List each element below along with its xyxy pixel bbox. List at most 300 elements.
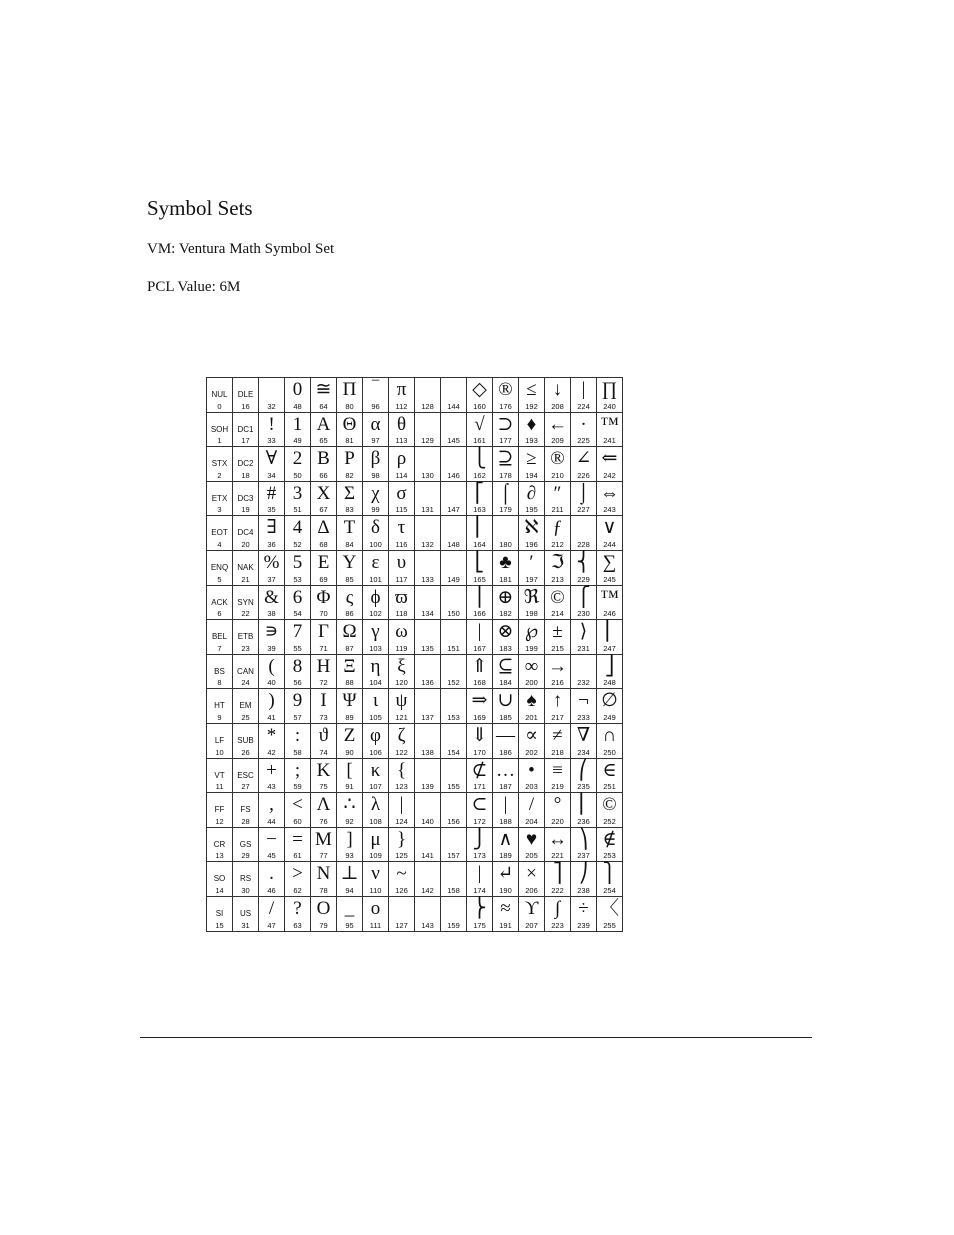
symbol-cell	[207, 620, 233, 655]
symbol-cell	[233, 793, 259, 828]
character-code: 132	[421, 539, 434, 549]
symbol-cell	[467, 896, 493, 931]
character-code: 214	[551, 609, 564, 619]
symbol-glyph: ρ	[396, 448, 407, 470]
symbol-cell	[519, 758, 545, 793]
character-code: 146	[447, 470, 460, 480]
symbol-cell	[545, 827, 571, 862]
symbol-glyph: Ψ	[342, 690, 357, 712]
symbol-glyph: ℘	[524, 621, 539, 643]
character-code: 163	[473, 505, 486, 515]
control-code-label: DC1	[237, 424, 254, 434]
symbol-cell	[467, 689, 493, 724]
table-row	[207, 620, 623, 655]
character-code: 120	[395, 678, 408, 688]
character-code: 131	[421, 505, 434, 515]
symbol-cell	[467, 378, 493, 413]
symbol-cell	[207, 827, 233, 862]
symbol-cell	[207, 793, 233, 828]
symbol-glyph: ⊇	[497, 448, 514, 470]
character-code: 85	[345, 574, 354, 584]
character-code: 222	[551, 885, 564, 895]
symbol-cell	[259, 723, 285, 758]
character-code: 255	[603, 920, 616, 930]
symbol-glyph: ≈	[500, 897, 511, 919]
symbol-cell	[415, 481, 441, 516]
symbol-cell	[493, 481, 519, 516]
symbol-glyph: ⟩	[579, 621, 588, 643]
symbol-cell	[311, 758, 337, 793]
symbol-cell	[493, 550, 519, 585]
character-code: 251	[603, 782, 616, 792]
symbol-glyph: ⎤	[552, 863, 563, 885]
symbol-cell	[363, 378, 389, 413]
character-code: 150	[447, 609, 460, 619]
symbol-cell	[545, 412, 571, 447]
symbol-cell	[467, 827, 493, 862]
symbol-cell	[337, 862, 363, 897]
symbol-glyph: }	[396, 828, 407, 850]
symbol-glyph: ∀	[265, 448, 278, 470]
character-code: 167	[473, 643, 486, 653]
symbol-glyph: ζ	[397, 724, 406, 746]
character-code: 54	[293, 609, 302, 619]
character-code: 80	[345, 401, 354, 411]
character-code: 141	[421, 851, 434, 861]
symbol-cell	[571, 447, 597, 482]
symbol-cell	[519, 654, 545, 689]
control-code-label: EM	[239, 701, 252, 711]
symbol-glyph: Δ	[317, 517, 330, 539]
symbol-glyph: ⊃	[497, 413, 514, 435]
symbol-glyph: 9	[292, 690, 303, 712]
symbol-cell	[259, 378, 285, 413]
control-code-label: CAN	[237, 666, 254, 676]
symbol-cell	[415, 793, 441, 828]
symbol-cell	[285, 827, 311, 862]
character-code: 53	[293, 574, 302, 584]
symbol-glyph: ∑	[602, 551, 617, 573]
symbol-cell	[233, 516, 259, 551]
character-code: 11	[215, 782, 224, 792]
symbol-glyph: Ω	[342, 621, 357, 643]
character-code: 185	[499, 712, 512, 722]
symbol-glyph: ϒ	[524, 897, 539, 919]
control-code-label: HT	[214, 701, 225, 711]
symbol-cell	[545, 620, 571, 655]
character-code: 61	[293, 851, 302, 861]
character-code: 74	[319, 747, 328, 757]
symbol-cell	[207, 481, 233, 516]
symbol-cell	[207, 550, 233, 585]
symbol-glyph: φ	[370, 724, 381, 746]
character-code: 125	[395, 851, 408, 861]
character-code: 40	[267, 678, 276, 688]
symbol-glyph: ™	[600, 413, 619, 435]
character-code: 34	[267, 470, 276, 480]
character-code: 195	[525, 505, 538, 515]
symbol-glyph: ⎬	[472, 897, 487, 919]
symbol-glyph: ÷	[578, 897, 589, 919]
symbol-cell	[519, 585, 545, 620]
symbol-cell	[519, 620, 545, 655]
character-code: 62	[293, 885, 302, 895]
character-code: 198	[525, 609, 538, 619]
symbol-glyph: ℜ	[523, 586, 540, 608]
symbol-glyph: 0	[292, 379, 303, 400]
control-code-label: NAK	[237, 562, 254, 572]
symbol-cell	[207, 447, 233, 482]
table-row	[207, 793, 623, 828]
character-code: 188	[499, 816, 512, 826]
symbol-glyph: ‾	[372, 379, 379, 400]
symbol-cell	[285, 654, 311, 689]
character-code: 45	[267, 851, 276, 861]
character-code: 241	[603, 436, 616, 446]
symbol-cell	[597, 620, 623, 655]
character-code: 14	[215, 885, 224, 895]
symbol-glyph: δ	[371, 517, 380, 539]
symbol-glyph: ±	[552, 621, 563, 643]
control-code-label: US	[239, 908, 252, 918]
character-code: 24	[241, 678, 250, 688]
symbol-cell	[233, 827, 259, 862]
symbol-cell	[441, 516, 467, 551]
character-code: 42	[267, 747, 276, 757]
character-code: 64	[319, 401, 328, 411]
symbol-glyph: |	[581, 379, 586, 400]
symbol-glyph: η	[370, 655, 381, 677]
symbol-cell	[311, 827, 337, 862]
character-code: 27	[241, 782, 250, 792]
symbol-table	[206, 377, 623, 932]
symbol-glyph: ⇐	[601, 448, 618, 470]
symbol-glyph: ↑	[552, 690, 563, 712]
character-code: 229	[577, 574, 590, 584]
character-code: 86	[345, 609, 354, 619]
symbol-glyph: Φ	[316, 586, 331, 608]
symbol-cell	[493, 412, 519, 447]
symbol-cell	[571, 862, 597, 897]
symbol-cell	[571, 516, 597, 551]
character-code: 199	[525, 643, 538, 653]
character-code: 240	[603, 401, 616, 411]
symbol-cell	[441, 481, 467, 516]
symbol-cell	[389, 412, 415, 447]
character-code: 110	[369, 885, 382, 895]
character-code: 217	[551, 712, 564, 722]
symbol-cell	[571, 689, 597, 724]
symbol-cell	[389, 654, 415, 689]
character-code: 171	[473, 782, 486, 792]
symbol-glyph: >	[292, 863, 303, 885]
symbol-glyph: (	[268, 655, 275, 677]
symbol-cell	[545, 516, 571, 551]
symbol-glyph: α	[370, 413, 381, 435]
symbol-glyph: X	[316, 482, 331, 504]
table-row	[207, 447, 623, 482]
symbol-glyph: T	[343, 517, 356, 539]
character-code: 142	[421, 885, 434, 895]
control-code-label: ENQ	[210, 562, 229, 572]
character-code: 213	[551, 574, 564, 584]
symbol-cell	[597, 481, 623, 516]
symbol-cell	[597, 585, 623, 620]
table-row	[207, 896, 623, 931]
character-code: 99	[371, 505, 380, 515]
symbol-cell	[467, 550, 493, 585]
symbol-cell	[259, 516, 285, 551]
character-code: 204	[525, 816, 538, 826]
character-code: 224	[577, 401, 590, 411]
character-code: 90	[345, 747, 354, 757]
character-code: 13	[215, 851, 224, 861]
symbol-glyph: :	[294, 724, 301, 746]
symbol-glyph: ←	[548, 413, 567, 435]
symbol-cell	[363, 654, 389, 689]
symbol-cell	[285, 550, 311, 585]
symbol-cell	[363, 412, 389, 447]
table-row	[207, 723, 623, 758]
symbol-cell	[337, 689, 363, 724]
symbol-glyph: ≅	[315, 379, 332, 400]
page-title: Symbol Sets	[147, 196, 253, 220]
symbol-cell	[259, 862, 285, 897]
table-row	[207, 827, 623, 862]
symbol-cell	[571, 378, 597, 413]
symbol-cell	[337, 447, 363, 482]
character-code: 172	[473, 816, 486, 826]
control-code-label: ETB	[237, 632, 254, 642]
symbol-glyph: ⌠	[499, 482, 512, 504]
symbol-glyph: 1	[292, 413, 303, 435]
character-code: 221	[551, 851, 564, 861]
symbol-cell	[207, 689, 233, 724]
symbol-cell	[233, 654, 259, 689]
character-code: 193	[525, 436, 538, 446]
symbol-cell	[415, 447, 441, 482]
symbol-cell	[285, 585, 311, 620]
symbol-cell	[519, 689, 545, 724]
symbol-glyph: *	[266, 724, 277, 746]
symbol-glyph: &	[264, 586, 279, 608]
symbol-glyph: ?	[293, 897, 302, 919]
control-code-label: BEL	[211, 632, 228, 642]
character-code: 82	[345, 470, 354, 480]
character-code: 78	[319, 885, 328, 895]
character-code: 28	[241, 816, 250, 826]
character-code: 177	[499, 436, 512, 446]
character-code: 196	[525, 539, 538, 549]
symbol-cell	[285, 793, 311, 828]
symbol-cell	[493, 654, 519, 689]
character-code: 210	[551, 470, 564, 480]
symbol-glyph: ν	[371, 863, 380, 885]
character-code: 107	[369, 782, 382, 792]
symbol-glyph: ω	[395, 621, 408, 643]
character-code: 162	[473, 470, 486, 480]
character-code: 88	[345, 678, 354, 688]
symbol-glyph: H	[316, 655, 331, 677]
character-code: 41	[267, 712, 276, 722]
symbol-cell	[389, 447, 415, 482]
symbol-cell	[389, 758, 415, 793]
control-code-label: SYN	[237, 597, 254, 607]
control-code-label: GS	[239, 839, 252, 849]
symbol-glyph: ∩	[602, 724, 617, 746]
character-code: 126	[395, 885, 408, 895]
character-code: 20	[241, 539, 250, 549]
symbol-cell	[285, 412, 311, 447]
character-code: 155	[447, 782, 460, 792]
symbol-glyph: ⎧	[576, 586, 591, 608]
symbol-cell	[597, 447, 623, 482]
symbol-cell	[415, 550, 441, 585]
character-code: 66	[319, 470, 328, 480]
character-code: 166	[473, 609, 486, 619]
character-code: 219	[551, 782, 564, 792]
symbol-cell	[597, 689, 623, 724]
character-code: 124	[395, 816, 408, 826]
character-code: 137	[421, 712, 434, 722]
symbol-cell	[311, 862, 337, 897]
character-code: 228	[577, 539, 590, 549]
symbol-cell	[389, 827, 415, 862]
symbol-cell	[207, 758, 233, 793]
symbol-cell	[337, 723, 363, 758]
symbol-glyph: =	[292, 828, 303, 850]
symbol-glyph: ⎫	[602, 863, 617, 885]
character-code: 253	[603, 851, 616, 861]
symbol-glyph: κ	[370, 759, 381, 781]
pcl-value: PCL Value: 6M	[147, 279, 241, 295]
symbol-cell	[285, 723, 311, 758]
character-code: 249	[603, 712, 616, 722]
symbol-cell	[207, 862, 233, 897]
character-code: 29	[241, 851, 250, 861]
symbol-cell	[571, 793, 597, 828]
symbol-glyph: ↵	[497, 863, 514, 885]
character-code: 194	[525, 470, 538, 480]
character-code: 139	[421, 782, 434, 792]
symbol-glyph: ⇔	[600, 482, 619, 504]
symbol-cell	[311, 689, 337, 724]
control-code-label: ETX	[211, 493, 228, 503]
symbol-cell	[571, 723, 597, 758]
symbol-cell	[259, 758, 285, 793]
table-row	[207, 516, 623, 551]
symbol-cell	[259, 585, 285, 620]
symbol-glyph: ,	[269, 794, 274, 816]
character-code: 182	[499, 609, 512, 619]
character-code: 49	[293, 436, 302, 446]
symbol-glyph: Σ	[343, 482, 356, 504]
character-code: 118	[395, 609, 408, 619]
control-code-label: BS	[214, 666, 225, 676]
character-code: 105	[369, 712, 382, 722]
symbol-cell	[285, 758, 311, 793]
character-code: 7	[217, 643, 222, 653]
symbol-cell	[493, 862, 519, 897]
symbol-cell	[545, 862, 571, 897]
character-code: 231	[577, 643, 590, 653]
character-code: 0	[217, 401, 222, 411]
symbol-cell	[467, 516, 493, 551]
character-code: 83	[345, 505, 354, 515]
symbol-glyph: <	[292, 794, 303, 816]
character-code: 246	[603, 609, 616, 619]
character-code: 205	[525, 851, 538, 861]
symbol-glyph: ≤	[526, 379, 537, 400]
symbol-cell	[285, 481, 311, 516]
symbol-glyph: ⎛	[578, 759, 589, 781]
character-code: 127	[395, 920, 408, 930]
symbol-cell	[207, 654, 233, 689]
symbol-cell	[441, 378, 467, 413]
character-code: 223	[551, 920, 564, 930]
character-code: 250	[603, 747, 616, 757]
symbol-glyph: σ	[396, 482, 407, 504]
character-code: 200	[525, 678, 538, 688]
character-code: 147	[447, 505, 460, 515]
symbol-glyph: γ	[371, 621, 380, 643]
symbol-glyph: ∫	[554, 897, 561, 919]
symbol-glyph: A	[316, 413, 331, 435]
table-row	[207, 378, 623, 413]
character-code: 89	[345, 712, 354, 722]
symbol-glyph: ⊆	[497, 655, 514, 677]
character-code: 173	[473, 851, 486, 861]
symbol-cell	[597, 758, 623, 793]
character-code: 50	[293, 470, 302, 480]
symbol-cell	[519, 481, 545, 516]
character-code: 190	[499, 885, 512, 895]
character-code: 84	[345, 539, 354, 549]
symbol-cell	[259, 447, 285, 482]
symbol-glyph: 5	[292, 551, 303, 573]
symbol-cell	[415, 516, 441, 551]
symbol-cell	[337, 516, 363, 551]
character-code: 3	[217, 505, 222, 515]
symbol-glyph: 3	[292, 482, 303, 504]
symbol-glyph: ≥	[526, 448, 537, 470]
symbol-glyph: ⌡	[577, 482, 590, 504]
symbol-cell	[441, 896, 467, 931]
symbol-cell	[233, 378, 259, 413]
character-code: 77	[319, 851, 328, 861]
symbol-glyph: √	[474, 413, 485, 435]
symbol-cell	[519, 447, 545, 482]
symbol-cell	[441, 689, 467, 724]
symbol-glyph: ι	[372, 690, 379, 712]
character-code: 215	[551, 643, 564, 653]
symbol-glyph: .	[269, 863, 274, 885]
symbol-glyph: μ	[370, 828, 381, 850]
symbol-cell	[233, 723, 259, 758]
symbol-cell	[519, 827, 545, 862]
character-code: 128	[421, 401, 434, 411]
symbol-cell	[415, 378, 441, 413]
symbol-cell	[259, 620, 285, 655]
character-code: 2	[217, 470, 222, 480]
symbol-cell	[545, 758, 571, 793]
symbol-glyph: ⎭	[472, 828, 487, 850]
control-code-label: DLE	[237, 390, 254, 399]
character-code: 234	[577, 747, 590, 757]
character-code: 8	[217, 678, 222, 688]
symbol-glyph: χ	[371, 482, 380, 504]
symbol-cell	[285, 689, 311, 724]
